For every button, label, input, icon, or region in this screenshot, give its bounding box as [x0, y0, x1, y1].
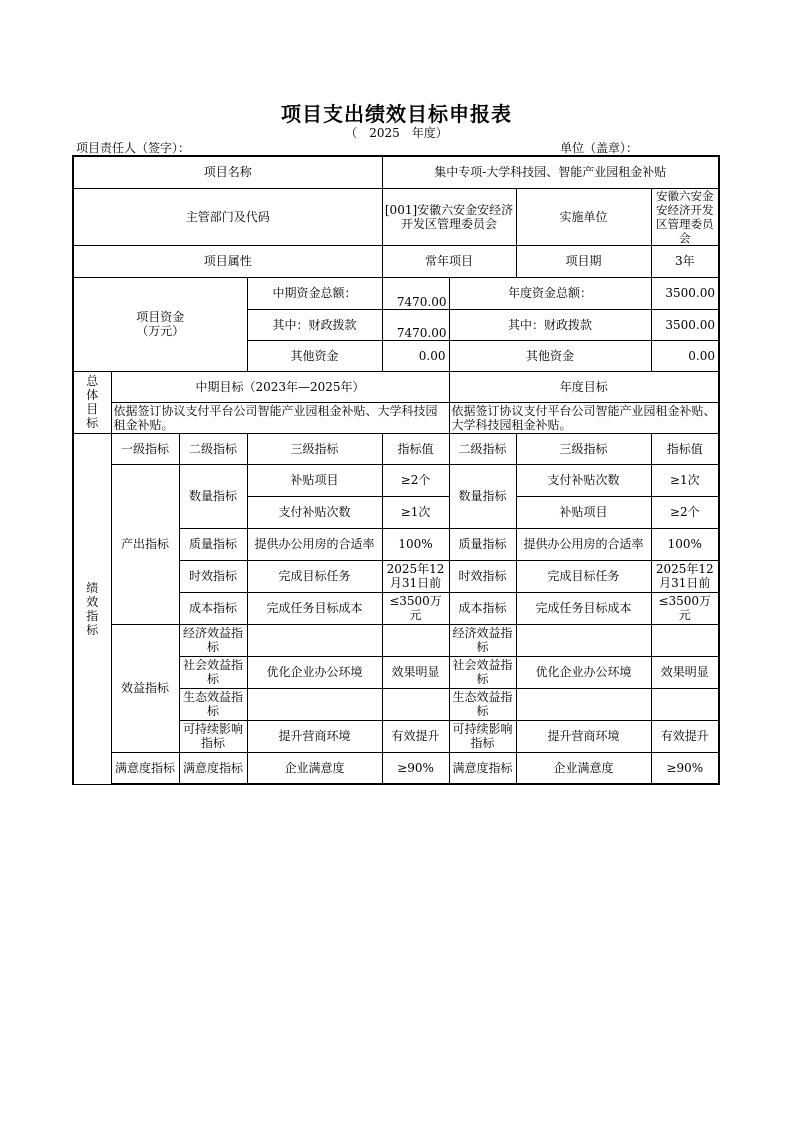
annual-quantity-1-value: ≥1次 [651, 464, 719, 496]
eco-indicator-label: 生态效益指标 [179, 688, 247, 720]
header-level3-annual: 三级指标 [516, 433, 651, 464]
header-level2-annual: 二级指标 [449, 433, 516, 464]
indicators-char: 绩 [86, 580, 99, 595]
mid-eco-value [382, 688, 449, 720]
mid-total-value: 7470.00 [382, 277, 449, 309]
mid-fiscal-label: 其中：财政拨款 [247, 309, 382, 340]
mid-time: 完成目标任务 [247, 560, 382, 592]
mid-quantity-1: 补贴项目 [247, 464, 382, 496]
annual-quantity-2: 补贴项目 [516, 496, 651, 528]
eco-indicator-label-annual: 生态效益指标 [449, 688, 516, 720]
mid-quality-value: 100% [382, 528, 449, 560]
mid-social-value: 效果明显 [382, 656, 449, 688]
benefit-indicator-label: 效益指标 [111, 624, 179, 752]
header-value: 指标值 [382, 433, 449, 464]
impl-unit-label: 实施单位 [516, 188, 651, 245]
project-period-value: 3年 [651, 245, 719, 277]
annual-cost-value: ≤3500万元 [651, 592, 719, 624]
mid-cost-value: ≤3500万元 [382, 592, 449, 624]
annual-sustain: 提升营商环境 [516, 720, 651, 752]
form-title: 项目支出绩效目标申报表 [281, 102, 512, 126]
quality-indicator-label-annual: 质量指标 [449, 528, 516, 560]
mid-quantity-2: 支付补贴次数 [247, 496, 382, 528]
cost-indicator-label: 成本指标 [179, 592, 247, 624]
cost-indicator-label-annual: 成本指标 [449, 592, 516, 624]
time-indicator-label: 时效指标 [179, 560, 247, 592]
mid-other-label: 其他资金 [247, 340, 382, 371]
mid-goal-text: 依据签订协议支付平台公司智能产业园租金补贴、大学科技园租金补贴。 [111, 402, 449, 433]
responsible-person-label: 项目责任人（签字）： [76, 141, 191, 155]
sustain-indicator-label: 可持续影响指标 [179, 720, 247, 752]
quality-indicator-label: 质量指标 [179, 528, 247, 560]
annual-other-label: 其他资金 [449, 340, 651, 371]
project-attr-value: 常年项目 [382, 245, 516, 277]
mid-econ [247, 624, 382, 656]
indicators-label [73, 433, 111, 784]
impl-unit-value: 安徽六安金安经济开发区管理委员会 [651, 188, 719, 245]
project-name-label: 项目名称 [73, 156, 382, 188]
satisfaction-indicator-label: 满意度指标 [179, 752, 247, 784]
year-open: （ [345, 126, 358, 140]
satisfaction-level1-label: 满意度指标 [111, 752, 179, 784]
project-name-value: 集中专项-大学科技园、智能产业园租金补贴 [382, 156, 719, 188]
unit-seal-label: 单位（盖章）： [560, 141, 639, 155]
sustain-indicator-label-annual: 可持续影响指标 [449, 720, 516, 752]
annual-sustain-value: 有效提升 [651, 720, 719, 752]
indicators-char: 效 [86, 594, 99, 609]
performance-target-table [72, 155, 720, 785]
annual-satisfaction: 企业满意度 [516, 752, 651, 784]
mid-satisfaction: 企业满意度 [247, 752, 382, 784]
overall-goal-char: 标 [86, 416, 99, 430]
year-value: 2025 [369, 126, 400, 140]
mid-sustain-value: 有效提升 [382, 720, 449, 752]
social-indicator-label-annual: 社会效益指标 [449, 656, 516, 688]
mid-quality: 提供办公用房的合适率 [247, 528, 382, 560]
annual-cost: 完成任务目标成本 [516, 592, 651, 624]
annual-other-value: 0.00 [651, 340, 719, 371]
project-funds-label [73, 277, 247, 371]
indicators-char: 指 [86, 608, 99, 623]
project-attr-label: 项目属性 [73, 245, 382, 277]
annual-time: 完成目标任务 [516, 560, 651, 592]
header-level2: 二级指标 [179, 433, 247, 464]
mid-time-value: 2025年12月31日前 [382, 560, 449, 592]
mid-cost: 完成任务目标成本 [247, 592, 382, 624]
funds-label-unit: （万元） [136, 324, 185, 338]
mid-fiscal-value: 7470.00 [382, 309, 449, 340]
annual-fiscal-value: 3500.00 [651, 309, 719, 340]
annual-fiscal-label: 其中：财政拨款 [449, 309, 651, 340]
quantity-indicator-label: 数量指标 [179, 464, 247, 528]
output-indicator-label: 产出指标 [111, 464, 179, 624]
mid-goal-header: 中期目标（2023年—2025年） [111, 371, 449, 402]
econ-indicator-label-annual: 经济效益指标 [449, 624, 516, 656]
mid-quantity-1-value: ≥2个 [382, 464, 449, 496]
mid-quantity-2-value: ≥1次 [382, 496, 449, 528]
annual-social: 优化企业办公环境 [516, 656, 651, 688]
social-indicator-label: 社会效益指标 [179, 656, 247, 688]
overall-goal-char: 总 [86, 374, 99, 388]
mid-other-value: 0.00 [382, 340, 449, 371]
year-close: 年度） [411, 126, 448, 140]
indicators-char: 标 [86, 622, 99, 637]
overall-goal-char: 目 [86, 402, 99, 416]
mid-eco [247, 688, 382, 720]
annual-eco-value [651, 688, 719, 720]
mid-sustain: 提升营商环境 [247, 720, 382, 752]
annual-goal-text: 依据签订协议支付平台公司智能产业园租金补贴、大学科技园租金补贴。 [449, 402, 719, 433]
annual-quantity-2-value: ≥2个 [651, 496, 719, 528]
dept-label: 主管部门及代码 [73, 188, 382, 245]
annual-goal-header: 年度目标 [449, 371, 719, 402]
mid-social: 优化企业办公环境 [247, 656, 382, 688]
funds-label-text: 项目资金 [136, 310, 185, 324]
annual-eco [516, 688, 651, 720]
project-period-label: 项目期 [516, 245, 651, 277]
annual-total-label: 年度资金总额： [449, 277, 651, 309]
header-value-annual: 指标值 [651, 433, 719, 464]
mid-econ-value [382, 624, 449, 656]
annual-econ-value [651, 624, 719, 656]
header-level3: 三级指标 [247, 433, 382, 464]
annual-social-value: 效果明显 [651, 656, 719, 688]
mid-total-label: 中期资金总额： [247, 277, 382, 309]
overall-goal-char: 体 [86, 388, 99, 402]
mid-satisfaction-value: ≥90% [382, 752, 449, 784]
annual-quality: 提供办公用房的合适率 [516, 528, 651, 560]
annual-satisfaction-value: ≥90% [651, 752, 719, 784]
satisfaction-indicator-label-annual: 满意度指标 [449, 752, 516, 784]
overall-goal-label [73, 371, 111, 433]
time-indicator-label-annual: 时效指标 [449, 560, 516, 592]
annual-quality-value: 100% [651, 528, 719, 560]
annual-time-value: 2025年12月31日前 [651, 560, 719, 592]
econ-indicator-label: 经济效益指标 [179, 624, 247, 656]
annual-econ [516, 624, 651, 656]
annual-total-value: 3500.00 [651, 277, 719, 309]
annual-quantity-1: 支付补贴次数 [516, 464, 651, 496]
header-level1: 一级指标 [111, 433, 179, 464]
dept-value: [001]安徽六安金安经济开发区管理委员会 [382, 188, 516, 245]
quantity-indicator-label-annual: 数量指标 [449, 464, 516, 528]
